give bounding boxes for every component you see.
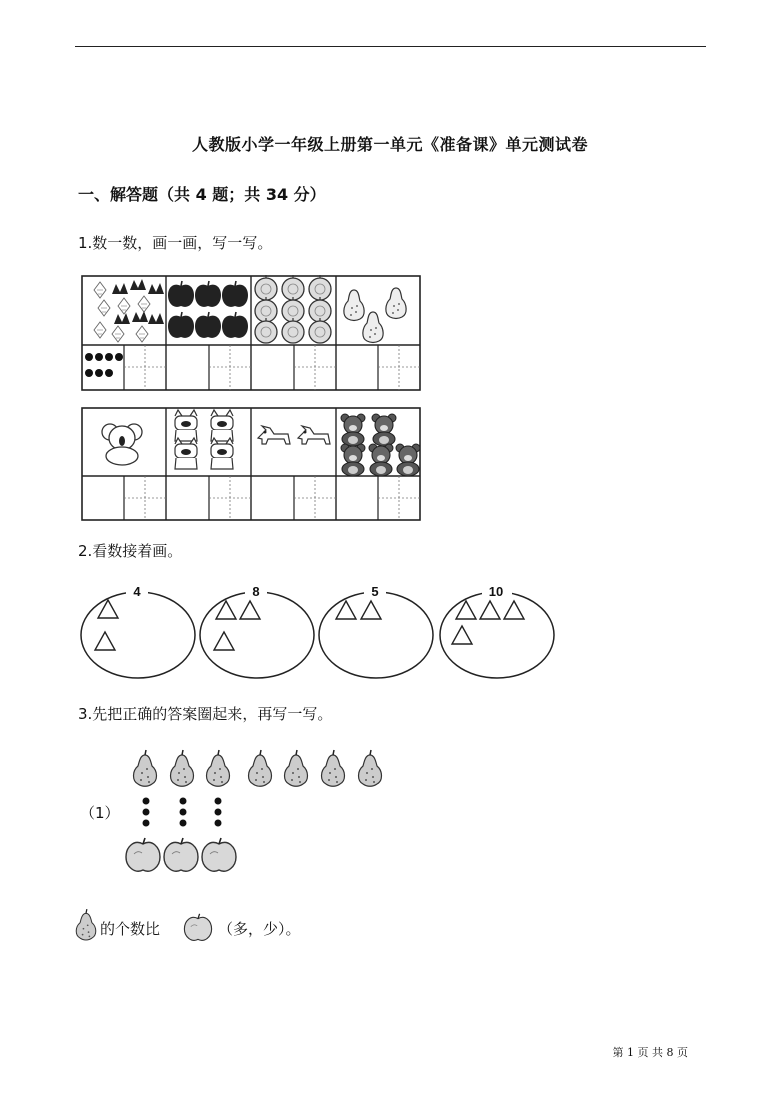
- circle-number-8: 8: [252, 584, 260, 599]
- circle-number-10: 10: [488, 584, 504, 599]
- apple-group-icon: [168, 281, 248, 338]
- matching-dots-icon: [143, 798, 222, 827]
- question-3: 3.先把正确的答案圈起来，再写一写。: [78, 705, 333, 723]
- circle-number-4: 4: [133, 584, 141, 599]
- bear-group-icon: [341, 414, 420, 476]
- page-title: 人教版小学一年级上册第一单元《准备课》单元测试卷: [191, 135, 588, 154]
- apple-row-icon: [126, 838, 236, 871]
- section-heading: 一、解答题（共 4 题；共 34 分）: [78, 185, 326, 204]
- page-footer: 第 1 页 共 8 页: [612, 1046, 688, 1059]
- oval-10: [440, 583, 554, 678]
- pig-group-icon: [175, 410, 233, 469]
- orange-group-icon: [255, 275, 331, 343]
- koala-icon: [102, 424, 142, 465]
- sentence-part-2: （多，少）。: [218, 920, 301, 938]
- pear-inline-icon: [76, 909, 96, 940]
- question-1: 1.数一数，画一画，写一写。: [78, 234, 273, 252]
- pear-group-icon: [344, 288, 406, 343]
- pear-row-icon: [134, 750, 382, 786]
- oval-4: [81, 583, 195, 678]
- dog-group-icon: [258, 426, 330, 444]
- sentence-part-1: 的个数比: [100, 920, 161, 938]
- question-2: 2.看数接着画。: [78, 542, 183, 560]
- dots-icon: [85, 353, 123, 377]
- subquestion-label: （1）: [80, 804, 120, 822]
- circle-number-5: 5: [371, 584, 379, 599]
- oval-8: [200, 583, 314, 678]
- oval-5: [319, 583, 433, 678]
- leaf-fruit-group-icon: [94, 279, 164, 342]
- apple-inline-icon: [184, 914, 211, 941]
